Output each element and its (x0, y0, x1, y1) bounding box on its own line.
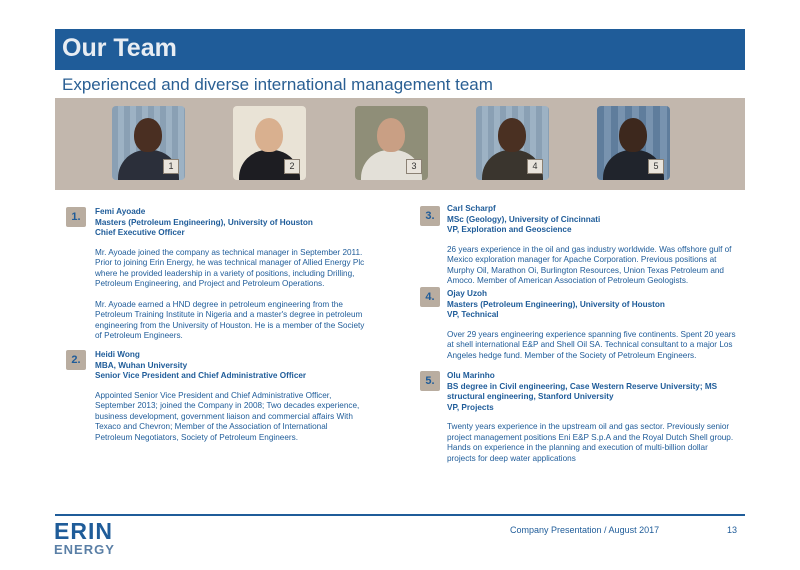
title-bar (55, 29, 745, 70)
photo-number: 3 (406, 159, 422, 174)
member-bio: Twenty years experience in the upstream oil and gas sector. Previously senior project management positions Eni E&P S.p.A and the Royal Dutch Shell group. Hands on experience in the planning and execution of multi-billion dollar projects for deep water applications (447, 422, 734, 463)
team-badge-2: 2. (66, 350, 86, 370)
photo-number: 2 (284, 159, 300, 174)
team-photo-5 (597, 106, 670, 180)
member-role: Chief Executive Officer (95, 228, 185, 237)
team-photo-2 (233, 106, 306, 180)
member-name: Olu Marinho (447, 371, 495, 380)
team-photo-1 (112, 106, 185, 180)
member-name: Ojay Uzoh (447, 289, 488, 298)
member-name: Heidi Wong (95, 350, 140, 359)
team-photo-4 (476, 106, 549, 180)
member-role: VP, Technical (447, 310, 499, 319)
photo-number: 1 (163, 159, 179, 174)
team-photo-3 (355, 106, 428, 180)
team-member-olu-marinho (447, 371, 737, 464)
member-name: Femi Ayoade (95, 207, 146, 216)
member-bio: Mr. Ayoade joined the company as technical manager in September 2011. Prior to joining Erin Energy, he was technical manager of Allied Energy Plc where he provided leadership in a variety of positions, including Drilling, Petroleum Engineering, and Project and Petroleum Operations. (95, 247, 365, 288)
photo-number: 5 (648, 159, 664, 174)
page-number: 13 (727, 525, 738, 535)
member-bio: 26 years experience in the oil and gas industry worldwide. Was offshore gulf of Mexico exploration manager for Apache Corporation. Previous positions at Murphy Oil, Marathon Oi, Burlington Resources, Union Texas Petroleum and Amoco. Member of American Association of Petroleum Geologists. (447, 244, 732, 285)
team-badge-4: 4. (420, 287, 440, 307)
footer-divider (55, 514, 745, 516)
footer-caption: Company Presentation / August 2017 (510, 525, 660, 535)
team-badge-3: 3. (420, 206, 440, 226)
member-degree: Masters (Petroleum Engineering), University of Houston (447, 299, 665, 309)
photo-band (55, 98, 745, 190)
team-member-ojay-uzoh (447, 289, 737, 361)
member-degree: MSc (Geology), University of Cincinnati (447, 214, 601, 224)
team-member-femi-ayoade (95, 207, 365, 342)
member-role: Senior Vice President and Chief Administrative Officer (95, 371, 307, 380)
team-badge-1: 1. (66, 207, 86, 227)
logo-bottom-text: ENERGY (54, 542, 115, 557)
erin-energy-logo (54, 518, 124, 558)
team-member-heidi-wong (95, 350, 365, 443)
member-bio: Appointed Senior Vice President and Chief Administrative Officer, September 2013; joined the Company in 2008; Two decades experience, business development, government liaison and commercial affairs With Texaco and Chevron; Member of the Association of International Petroleum Negotiators, Society of Petroleum Engineers. (95, 390, 360, 442)
member-role: VP, Exploration and Geoscience (447, 225, 572, 234)
team-badge-5: 5. (420, 371, 440, 391)
member-degree: Masters (Petroleum Engineering), University of Houston (95, 217, 313, 227)
logo-top-text: ERIN (54, 518, 113, 544)
member-degree: MBA, Wuhan University (95, 360, 188, 370)
photo-number: 4 (527, 159, 543, 174)
member-degree: BS degree in Civil engineering, Case Western Reserve University; MS structural engineering, Stanford University (447, 381, 718, 401)
page-subtitle: Experienced and diverse international management team (62, 75, 493, 94)
page-title: Our Team (62, 34, 177, 62)
member-bio: Over 29 years engineering experience spanning five continents. Spent 20 years at shell international E&P and Shell Oil SA. Technical consultant to a major Los Angeles hedge fund. Member of the Society of Petroleum Engineers. (447, 329, 736, 360)
member-role: VP, Projects (447, 402, 494, 412)
member-bio-2: Mr. Ayoade earned a HND degree in petroleum engineering from the Petroleum Training Institute in Nigeria and a master's degree in petroleum engineering from the University of Houston. He is a member of the Society of Petroleum Engineers. (95, 299, 365, 340)
member-name: Carl Scharpf (447, 204, 496, 213)
team-member-carl-scharpf (447, 204, 737, 287)
